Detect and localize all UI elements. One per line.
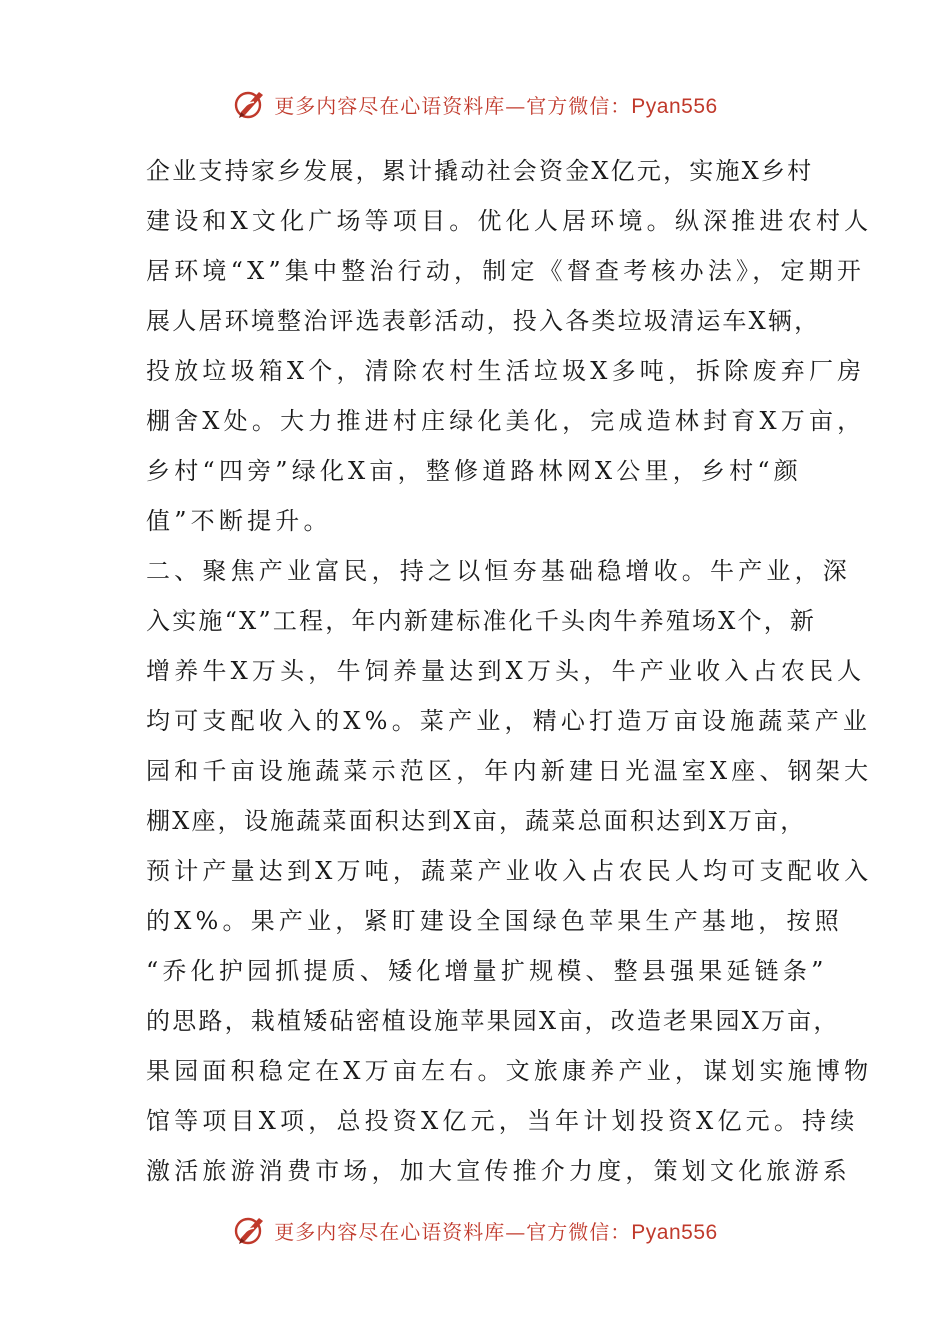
body-line: 棚舍X处。大力推进村庄绿化美化，完成造林封育X万亩， bbox=[146, 407, 866, 435]
body-line: 预计产量达到X万吨，蔬菜产业收入占农民人均可支配收入 bbox=[146, 857, 873, 885]
document-body bbox=[146, 146, 873, 1196]
body-line: 二、聚焦产业富民，持之以恒夯基础稳增收。牛产业，深 bbox=[146, 557, 851, 585]
body-line: 激活旅游消费市场，加大宣传推介力度，策划文化旅游系 bbox=[146, 1157, 851, 1185]
pen-logo-icon bbox=[232, 86, 268, 122]
body-line: 果园面积稳定在X万亩左右。文旅康养产业，谋划实施博物 bbox=[146, 1057, 873, 1085]
body-line: 乡村“四旁”绿化X亩，整修道路林网X公里，乡村“颜 bbox=[146, 457, 802, 485]
body-line: 的思路，栽植矮砧密植设施苹果园X亩，改造老果园X万亩， bbox=[146, 1007, 840, 1035]
body-line: 展人居环境整治评选表彰活动，投入各类垃圾清运车X辆， bbox=[146, 307, 821, 335]
body-line: 馆等项目X项，总投资X亿元，当年计划投资X亿元。持续 bbox=[146, 1107, 859, 1135]
body-line: 投放垃圾箱X个，清除农村生活垃圾X多吨，拆除废弃厂房 bbox=[146, 357, 866, 385]
body-line: 建设和X文化广场等项目。优化人居环境。纵深推进农村人 bbox=[146, 207, 873, 235]
body-line: “乔化护园抓提质、矮化增量扩规模、整县强果延链条” bbox=[146, 957, 828, 985]
body-line: 园和千亩设施蔬菜示范区，年内新建日光温室X座、钢架大 bbox=[146, 757, 873, 785]
body-line: 企业支持家乡发展，累计撬动社会资金X亿元，实施X乡村 bbox=[146, 157, 814, 185]
pen-logo-icon bbox=[232, 1212, 268, 1248]
header-watermark-text: 更多内容尽在心语资料库—官方微信：Pyan556 bbox=[274, 93, 718, 118]
footer-watermark-banner bbox=[0, 1210, 950, 1250]
body-line: 值”不断提升。 bbox=[146, 507, 332, 535]
body-line: 的X%。果产业，紧盯建设全国绿色苹果生产基地，按照 bbox=[146, 907, 843, 935]
header-watermark-banner bbox=[0, 84, 950, 124]
body-line: 居环境“X”集中整治行动，制定《督查考核办法》，定期开 bbox=[146, 257, 866, 285]
footer-watermark-text: 更多内容尽在心语资料库—官方微信：Pyan556 bbox=[274, 1219, 718, 1244]
body-line: 增养牛X万头，牛饲养量达到X万头，牛产业收入占农民人 bbox=[146, 657, 866, 685]
body-line: 棚X座，设施蔬菜面积达到X亩，蔬菜总面积达到X万亩， bbox=[146, 807, 807, 835]
body-line: 均可支配收入的X%。菜产业，精心打造万亩设施蔬菜产业 bbox=[146, 707, 872, 735]
body-line: 入实施“X”工程，年内新建标准化千头肉牛养殖场X个，新 bbox=[146, 607, 817, 635]
